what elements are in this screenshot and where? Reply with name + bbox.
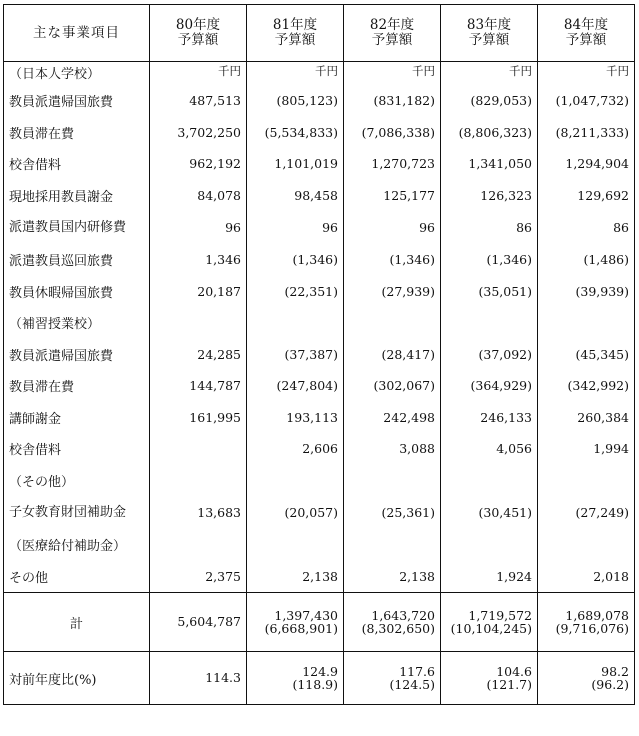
- row-item-label: 派遣教員巡回旅費: [9, 254, 114, 270]
- unit-label: 千円: [538, 62, 635, 86]
- row-value: (25,361): [344, 496, 441, 529]
- ratio-label: 対前年度比(%): [4, 652, 150, 705]
- table-row: [4, 180, 635, 212]
- header-year: 84年度: [563, 17, 609, 34]
- table-row: [4, 117, 635, 149]
- row-value: 242,498: [344, 402, 441, 434]
- row-value: [150, 307, 247, 339]
- row-value: (28,417): [344, 339, 441, 371]
- row-item-label: その他: [9, 570, 49, 586]
- row-value: (1,486): [538, 244, 635, 276]
- row-item-label: （医療給付補助金）: [9, 539, 127, 555]
- ratio-sub-value: (121.7): [486, 677, 532, 692]
- row-item-label: 教員派遣帰国旅費: [9, 95, 114, 111]
- row-value: (27,249): [538, 496, 635, 529]
- row-value: 126,323: [441, 180, 538, 212]
- row-value: 20,187: [150, 276, 247, 308]
- table-row: [4, 433, 635, 465]
- row-value: 144,787: [150, 370, 247, 402]
- row-value: 260,384: [538, 402, 635, 434]
- row-value: 1,994: [538, 433, 635, 465]
- total-cell: [441, 593, 538, 652]
- table-row: [4, 211, 635, 244]
- row-value: [247, 529, 344, 561]
- row-value: [247, 307, 344, 339]
- total-value: 1,689,078: [565, 607, 629, 623]
- total-cell: [538, 593, 635, 652]
- header-label: 予算額: [274, 32, 316, 48]
- row-value: (805,123): [247, 85, 344, 117]
- row-item-label: [4, 211, 150, 244]
- row-value: (829,053): [441, 85, 538, 117]
- row-value: (8,211,333): [538, 117, 635, 149]
- row-value: (1,047,732): [538, 85, 635, 117]
- row-value: (27,939): [344, 276, 441, 308]
- table-body: [4, 62, 635, 593]
- row-value: (37,092): [441, 339, 538, 371]
- header-year-80: [150, 5, 247, 62]
- unit-label: 千円: [441, 62, 538, 86]
- ratio-cell: [247, 652, 344, 705]
- ratio-sub-value: (96.2): [591, 677, 629, 692]
- ratio-value: 117.6: [399, 663, 435, 679]
- row-value: 2,606: [247, 433, 344, 465]
- unit-label: 千円: [247, 62, 344, 86]
- row-value: (302,067): [344, 370, 441, 402]
- row-item-text: 子女教育財団補助金: [9, 504, 127, 520]
- row-item-label: 教員滞在費: [9, 126, 75, 142]
- header-year: 81年度: [272, 17, 318, 34]
- unit-label: 千円: [344, 62, 441, 86]
- row-value: 96: [247, 211, 344, 244]
- ratio-cell: [441, 652, 538, 705]
- row-item-label: （補習授業校）: [9, 317, 101, 333]
- row-item-label: 教員派遣帰国旅費: [9, 348, 114, 364]
- ratio-value: 104.6: [496, 663, 532, 679]
- row-value: (7,086,338): [344, 117, 441, 149]
- total-value: 1,643,720: [371, 607, 435, 623]
- row-item-text: 派遣教員国内研修費: [9, 219, 127, 235]
- row-value: 246,133: [441, 402, 538, 434]
- ratio-cell: [150, 652, 247, 705]
- row-value: (30,451): [441, 496, 538, 529]
- row-value: [344, 465, 441, 497]
- row-value: [344, 307, 441, 339]
- row-item-label: 現地採用教員謝金: [9, 189, 114, 205]
- row-value: 125,177: [344, 180, 441, 212]
- table-row: [4, 276, 635, 308]
- total-cell: [247, 593, 344, 652]
- row-value: [344, 529, 441, 561]
- row-value: [538, 307, 635, 339]
- header-year-81: [247, 5, 344, 62]
- ratio-value: 124.9: [302, 663, 338, 679]
- row-value: 2,018: [538, 561, 635, 593]
- unit-row: [4, 62, 635, 86]
- row-value: 98,458: [247, 180, 344, 212]
- row-value: (8,806,323): [441, 117, 538, 149]
- header-year-84: [538, 5, 635, 62]
- table-row: [4, 85, 635, 117]
- row-value: 86: [538, 211, 635, 244]
- ratio-value: 114.3: [205, 670, 241, 686]
- header-year: 82年度: [369, 17, 415, 34]
- table-row: [4, 307, 635, 339]
- header-row: [4, 5, 635, 62]
- row-value: (831,182): [344, 85, 441, 117]
- unit-label: 千円: [150, 62, 247, 86]
- row-value: 4,056: [441, 433, 538, 465]
- row-value: 1,101,019: [247, 148, 344, 180]
- row-value: [441, 307, 538, 339]
- row-value: (22,351): [247, 276, 344, 308]
- row-value: 161,995: [150, 402, 247, 434]
- row-value: 84,078: [150, 180, 247, 212]
- row-value: (1,346): [441, 244, 538, 276]
- total-row: [4, 593, 635, 652]
- row-value: 193,113: [247, 402, 344, 434]
- row-item-label: 講師謝金: [9, 411, 62, 427]
- header-year: 80年度: [175, 17, 221, 34]
- row-value: (1,346): [344, 244, 441, 276]
- header-year-83: [441, 5, 538, 62]
- row-value: [150, 433, 247, 465]
- row-value: 96: [150, 211, 247, 244]
- row-value: [247, 465, 344, 497]
- ratio-value: 98.2: [601, 663, 629, 679]
- row-value: [150, 465, 247, 497]
- total-value: 5,604,787: [177, 614, 241, 630]
- row-value: (342,992): [538, 370, 635, 402]
- total-value: 1,397,430: [274, 607, 338, 623]
- total-cell: [150, 593, 247, 652]
- table-row: [4, 561, 635, 593]
- row-value: (45,345): [538, 339, 635, 371]
- row-value: (364,929): [441, 370, 538, 402]
- table-row: [4, 496, 635, 529]
- row-value: 96: [344, 211, 441, 244]
- row-value: 1,346: [150, 244, 247, 276]
- row-value: (20,057): [247, 496, 344, 529]
- row-value: (39,939): [538, 276, 635, 308]
- section-label: （日本人学校）: [9, 67, 101, 82]
- row-value: (37,387): [247, 339, 344, 371]
- table-row: [4, 465, 635, 497]
- row-value: 1,270,723: [344, 148, 441, 180]
- row-value: 3,702,250: [150, 117, 247, 149]
- row-value: 2,138: [344, 561, 441, 593]
- row-item-label: （その他）: [9, 474, 75, 490]
- row-value: 1,341,050: [441, 148, 538, 180]
- row-value: 129,692: [538, 180, 635, 212]
- row-value: [441, 465, 538, 497]
- header-year-82: [344, 5, 441, 62]
- table-row: [4, 244, 635, 276]
- row-value: 962,192: [150, 148, 247, 180]
- ratio-cell: [538, 652, 635, 705]
- row-value: 2,375: [150, 561, 247, 593]
- total-cell: [344, 593, 441, 652]
- header-label: 予算額: [565, 32, 607, 48]
- header-label: 予算額: [177, 32, 219, 48]
- total-sub-value: (10,104,245): [450, 621, 532, 636]
- header-item: 主な事業項目: [4, 5, 150, 62]
- header-year: 83年度: [466, 17, 512, 34]
- row-value: (5,534,833): [247, 117, 344, 149]
- table-row: [4, 529, 635, 561]
- table-row: [4, 339, 635, 371]
- row-item-label: 校舎借料: [9, 158, 62, 174]
- ratio-sub-value: (118.9): [292, 677, 338, 692]
- row-value: (1,346): [247, 244, 344, 276]
- total-sub-value: (6,668,901): [264, 621, 338, 636]
- header-label: 予算額: [468, 32, 510, 48]
- table-row: [4, 370, 635, 402]
- row-value: 2,138: [247, 561, 344, 593]
- table-row: [4, 402, 635, 434]
- total-label: 計: [4, 593, 150, 652]
- total-value: 1,719,572: [468, 607, 532, 623]
- row-value: 487,513: [150, 85, 247, 117]
- row-item-label: 教員滞在費: [9, 380, 75, 396]
- row-value: [150, 529, 247, 561]
- ratio-row: [4, 652, 635, 705]
- total-sub-value: (9,716,076): [555, 621, 629, 636]
- header-label: 予算額: [371, 32, 413, 48]
- row-value: [538, 465, 635, 497]
- row-value: 13,683: [150, 496, 247, 529]
- table-footer: [4, 593, 635, 705]
- row-value: [441, 529, 538, 561]
- row-value: (247,804): [247, 370, 344, 402]
- row-value: 3,088: [344, 433, 441, 465]
- row-item-label: 教員休暇帰国旅費: [9, 285, 114, 301]
- row-value: 86: [441, 211, 538, 244]
- total-sub-value: (8,302,650): [361, 621, 435, 636]
- row-item-label: [4, 496, 150, 529]
- budget-table: [3, 4, 635, 705]
- row-value: [538, 529, 635, 561]
- row-value: 1,294,904: [538, 148, 635, 180]
- row-item-label: 校舎借料: [9, 443, 62, 459]
- row-value: 24,285: [150, 339, 247, 371]
- row-value: (35,051): [441, 276, 538, 308]
- ratio-sub-value: (124.5): [389, 677, 435, 692]
- row-value: 1,924: [441, 561, 538, 593]
- ratio-cell: [344, 652, 441, 705]
- table-row: [4, 148, 635, 180]
